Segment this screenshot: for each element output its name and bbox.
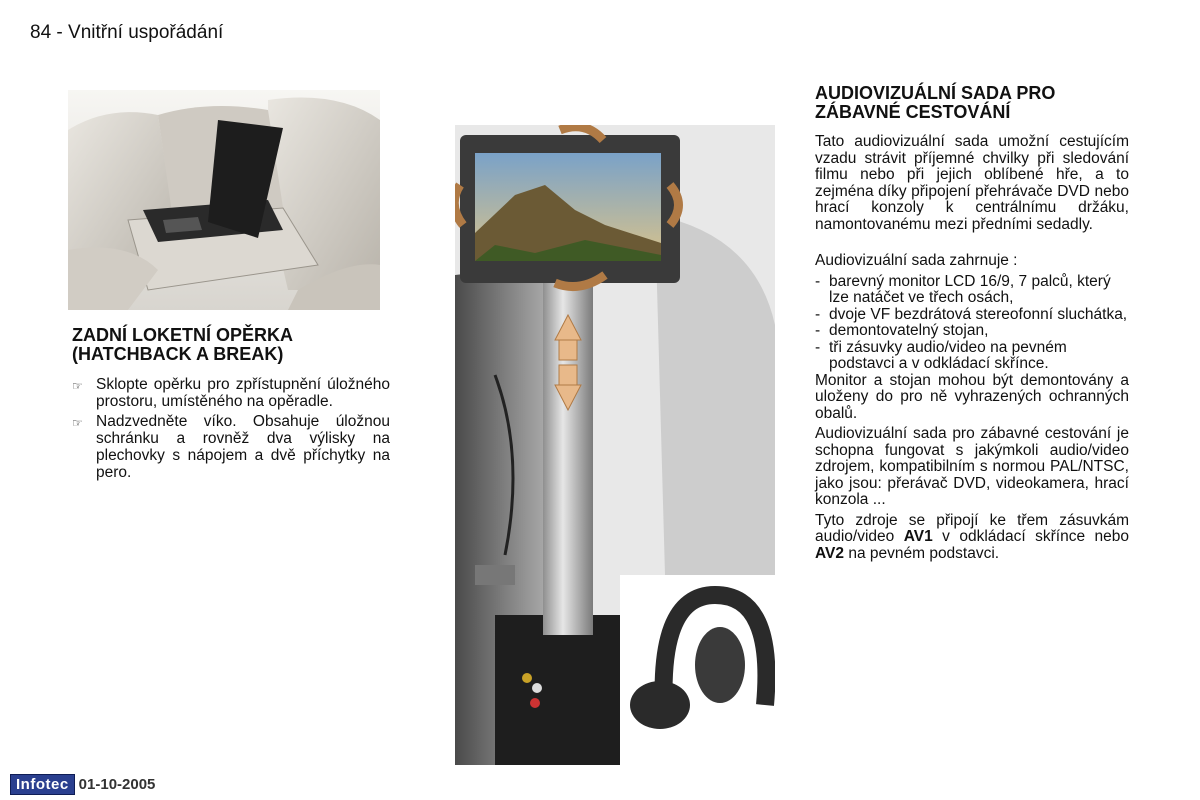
pointing-hand-icon: ☞ (72, 416, 83, 430)
infotec-logo: Infotec (10, 774, 75, 795)
armrest-heading: ZADNÍ LOKETNÍ OPĚRKA (HATCHBACK A BREAK) (72, 325, 294, 364)
paragraph: Monitor a stojan mohou být demontovány a uloženy do pro ně vyhrazených ochranných obalů. (815, 371, 1129, 422)
armrest-instructions (72, 376, 390, 484)
includes-label: Audiovizuální sada zahrnuje : (815, 252, 1018, 269)
pointing-hand-icon: ☞ (72, 379, 83, 393)
audiovisual-section (815, 84, 1129, 576)
kit-contents-list (815, 274, 1129, 373)
entertainment-kit-photo (455, 125, 775, 765)
list-item: ☞ Sklopte opěrku pro zpřístupnění úložného prostoru, umístěného na opěradle. (72, 376, 390, 410)
list-item: - dvoje VF bezdrátová stereofonní sluchátka, (815, 305, 1128, 323)
page-header: 84 - Vnitřní uspořádání (30, 22, 224, 43)
footer (10, 774, 155, 795)
list-item: - tři zásuvky audio/video na pevném podstavci a v odkládací skřínce. (815, 338, 1067, 372)
paragraph: Tyto zdroje se připojí ke třem zásuvkám audio/video AV1 v odkládací skřínce nebo AV2 na pevném podstavci. (815, 511, 1129, 562)
armrest-photo (68, 90, 380, 310)
audiovisual-heading: AUDIOVIZUÁLNÍ SADA PRO ZÁBAVNÉ CESTOVÁNÍ (815, 83, 1056, 122)
list-item: - demontovatelný stojan, (815, 322, 989, 339)
paragraph: Audiovizuální sada pro zábavné cestování je schopna fungovat s jakýmkoli audio/video zdrojem, kompatibilním s normou PAL/NTSC, jako jsou: přerávač DVD, videokamera, hrací konzola ... (815, 425, 1129, 508)
list-item: - barevný monitor LCD 16/9, 7 palců, který lze natáčet ve třech osách, (815, 272, 1111, 306)
list-item: ☞ Nadzvedněte víko. Obsahuje úložnou schránku a rovněž dva výlisky na plechovky s nápojem a dvě příchytky na pero. (72, 413, 390, 481)
intro-paragraph: Tato audiovizuální sada umožní cestujícím vzadu strávit příjemné chvilky při sledování filmu nebo při jejich oblíbené hře, a to zejména díky připojení přehrávače DVD nebo hrací konzoly k centrálnímu držáku, namontovanému mezi předními sedadly. (815, 133, 1129, 233)
footer-date: 01-10-2005 (78, 776, 156, 793)
